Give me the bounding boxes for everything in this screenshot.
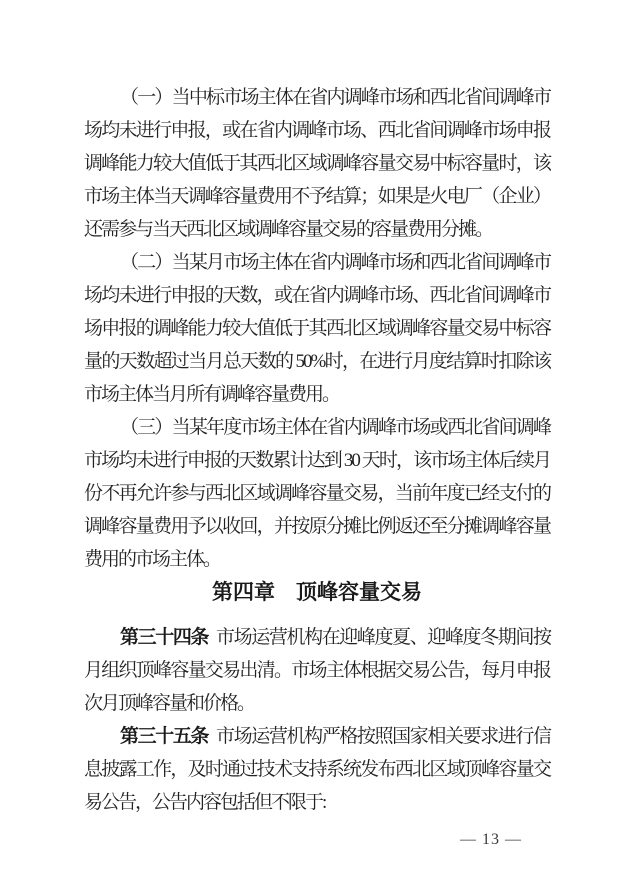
article-34-number: 第三十四条: [120, 627, 209, 648]
page-number: — 13 —: [460, 831, 522, 848]
article-35: [84, 720, 550, 819]
clause-paragraph-2: （二）当某月市场主体在省内调峰市场和西北省间调峰市场均未进行申报的天数，或在省内调峰市场、西北省间调峰市场申报的调峰能力较大值低于其西北区域调峰容量交易中标容量的天数超过当月总天数的 50%时，在进行月度结算时扣除该市场主体当月所有调峰容量费用。: [84, 252, 550, 405]
clause-paragraph-3: （三）当某年度市场主体在省内调峰市场或西北省间调峰市场均未进行申报的天数累计达到 30 天时，该市场主体后续月份不再允许参与西北区域调峰容量交易，当前年度已经支付的调峰容量费用予以收回，并按原分摊比例返还至分摊调峰容量费用的市场主体。: [84, 417, 550, 570]
article-35-text: 市场运营机构严格按照国家相关要求进行信息披露工作，及时通过技术支持系统发布西北区域顶峰容量交易公告，公告内容包括但不限于:: [84, 726, 550, 813]
article-34-text: 市场运营机构在迎峰度夏、迎峰度冬期间按月组织顶峰容量交易出清。市场主体根据交易公告，每月申报次月顶峰容量和价格。: [84, 627, 550, 714]
document-body: [84, 81, 550, 819]
article-35-number: 第三十五条: [120, 726, 209, 747]
chapter-heading: 第四章 顶峰容量交易: [212, 580, 422, 604]
clause-paragraph-1: （一）当中标市场主体在省内调峰市场和西北省间调峰市场均未进行申报，或在省内调峰市场、西北省间调峰市场申报调峰能力较大值低于其西北区域调峰容量交易中标容量时，该市场主体当天调峰容量费用不予结算；如果是火电厂（企业）还需参与当天西北区域调峰容量交易的容量费用分摊。: [84, 87, 550, 240]
article-34: [84, 621, 550, 720]
